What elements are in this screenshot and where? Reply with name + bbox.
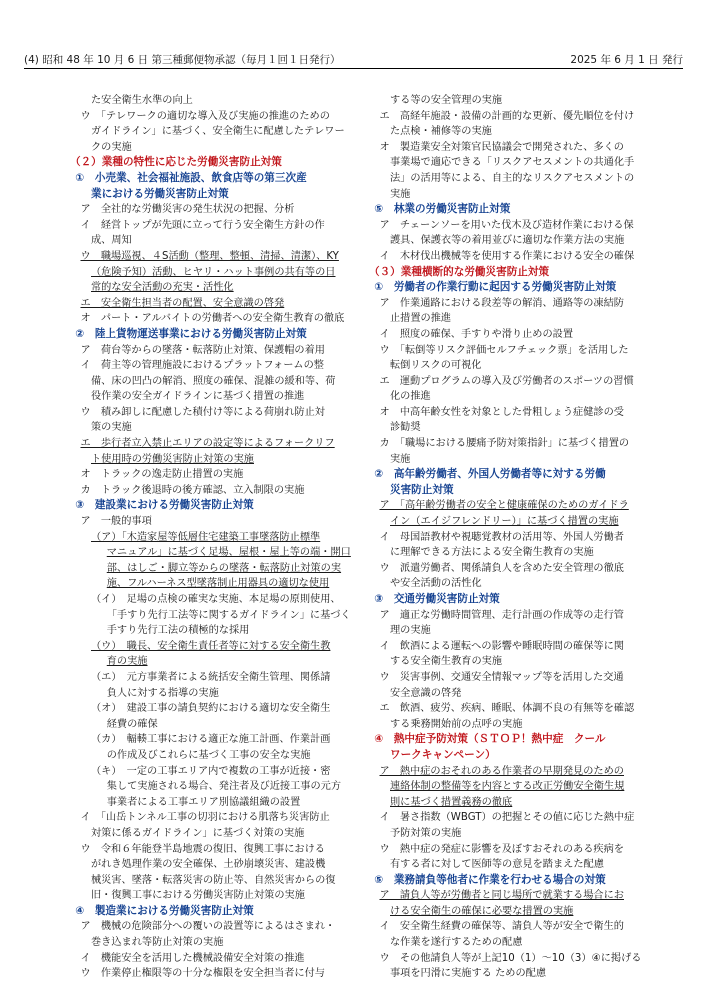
subsection-heading: 災害防止対策	[390, 483, 454, 496]
text-line: カ 「職場における腰痛予防対策指針」に基づく措置の	[379, 438, 630, 450]
text-line: 施、フルハーネス型墜落制止用器具の適切な使用	[106, 578, 330, 590]
text-line: マニュアル」に基づく足場、屋根・屋上等の端・開口	[106, 547, 351, 559]
text-line: ウ 派遣労働者、関係請負人を含めた安全管理の徹底	[379, 562, 624, 574]
text-line: ウ 令和６年能登半島地震の復旧、復興工事における	[80, 843, 325, 855]
text-line: 予防対策の実施	[390, 827, 462, 839]
text-line: イ 母国語教材や視聴覚教材の活用等、外国人労働者	[379, 531, 624, 543]
text-line: イ 「山岳トンネル工事の切羽における肌落ち災害防止	[80, 812, 330, 824]
section-heading: ワークキャンペーン）	[390, 748, 496, 761]
text-line: 対策に係るガイドライン」に基づく対策の実施	[91, 827, 305, 839]
left-column	[70, 93, 354, 982]
text-line: 集して実施される場合、発注者及び近接工事の元方	[106, 781, 342, 793]
right-column	[369, 93, 657, 982]
header-issue-date: 2025 年 6 月 1 日 発行	[570, 54, 683, 66]
text-line: 法」の活用等による、自主的なリスクアセスメントの	[390, 172, 635, 184]
text-line: ウ 熱中症の発症に影響を及ぼすおそれのある疾病を	[379, 843, 624, 855]
text-line: ア 機械の危険部分への覆いの設置等によるはさまれ・	[80, 921, 336, 933]
text-line: クの実施	[91, 141, 132, 153]
text-line: 備、床の凹凸の解消、照度の確保、混雑の緩和等、荷	[91, 375, 336, 387]
text-line: がれき処理作業の安全確保、土砂崩壊災害、建設機	[91, 859, 326, 871]
text-line: の作成及びこれらに基づく工事の安全な実施	[106, 749, 311, 761]
text-line: 実施	[390, 453, 411, 465]
text-line: ウ 積み卸しに配慮した積付け等による荷崩れ防止対	[80, 406, 325, 418]
text-line: （オ） 建設工事の請負契約における適切な安全衛生	[91, 703, 331, 715]
text-line: エ 運動プログラムの導入及び労働者のスポーツの習慣	[379, 375, 634, 387]
text-line: イ 安全衛生経費の確保等、請負人等が安全で衛生的	[379, 921, 624, 933]
text-line: イン（エイジフレンドリー）」に基づく措置の実施	[390, 516, 619, 528]
section-heading: （２）業種の特性に応じた労働災害防止対策	[70, 156, 282, 169]
subsection-heading: ② 高年齢労働者、外国人労働者等に対する労働	[374, 468, 606, 481]
text-line: する乗務開始前の点呼の実施	[390, 718, 523, 730]
text-line: 安全意識の啓発	[390, 687, 462, 699]
subsection-heading: 業における労働災害防止対策	[91, 187, 229, 200]
subsection-heading: ⑤ 業務請負等他者に作業を行わせる場合の対策	[374, 873, 606, 886]
text-line: 実施	[390, 188, 411, 200]
subsection-heading: ② 陸上貨物運送事業における労働災害防止対策	[75, 327, 307, 340]
text-line: ウ 災害事例、交通安全情報マップ等を活用した交通	[379, 671, 624, 683]
text-line: 械災害、墜落・転落災害の防止等、自然災害からの復	[91, 874, 336, 886]
text-line: ガイドライン」に基づく、安全衛生に配慮したテレワー	[91, 126, 345, 138]
text-line: ウ 「転倒等リスク評価セルフチェック票」を活用した	[379, 344, 629, 356]
text-line: カ トラック後退時の後方確認、立入制限の実施	[80, 484, 305, 496]
text-line: ウ その他請負人等が上記10（1）〜10（3）④に掲げる	[379, 952, 642, 964]
text-line: た点検・補修等の実施	[390, 126, 492, 138]
text-line: （危険予知）活動、ヒヤリ・ハット事例の共有等の日	[91, 266, 336, 278]
text-line: 経費の確保	[106, 718, 158, 730]
text-line: イ 木材伐出機械等を使用する作業における安全の確保	[379, 250, 635, 262]
text-line: ア チェーンソーを用いた伐木及び造材作業における保	[379, 219, 634, 231]
subsection-heading: ④ 製造業における労働災害防止対策	[75, 904, 254, 917]
text-line: 常的な安全活動の充実・活性化	[91, 282, 234, 294]
subsection-heading: ③ 交通労働災害防止対策	[374, 593, 500, 605]
text-line: ける安全衛生の確保に必要な措置の実施	[390, 905, 574, 917]
text-line: ア 熱中症のおそれのある作業者の早期発見のための	[379, 765, 624, 777]
text-line: ア 適正な労働時間管理、走行計画の作成等の走行管	[379, 609, 624, 621]
text-line: ト使用時の労働災害防止対策の実施	[91, 453, 254, 465]
text-line: 理の実施	[390, 625, 431, 637]
text-line: ア 作業通路における段差等の解消、通路等の凍結防	[379, 297, 624, 309]
text-line: （ア）「木造家屋等低層住宅建築工事墜落防止標準	[91, 531, 321, 543]
text-line: 護具、保護衣等の着用並びに適切な作業方法の実施	[390, 235, 625, 247]
text-line: ア 荷台等からの墜落・転落防止対策、保護帽の着用	[80, 344, 325, 356]
text-line: ウ 「テレワークの適切な導入及び実施の推進のための	[80, 110, 330, 122]
text-line: 旧・復興工事における労働災害防止対策の実施	[91, 890, 305, 902]
text-line: や安全活動の活性化	[390, 578, 482, 590]
text-line: た安全衛生水準の向上	[91, 95, 193, 106]
text-line: 事項を円滑に実施する ための配慮	[390, 968, 547, 980]
text-line: （キ） 一定の工事エリア内で複数の工事が近接・密	[91, 765, 331, 777]
text-line: ウ 職場巡視、４S活動（整理、整頓、清掃、清潔）、KY	[80, 250, 339, 262]
text-line: イ 飲酒による運転への影響や睡眠時間の確保等に関	[379, 640, 624, 652]
text-line: 手すり先行工法の積極的な採用	[106, 625, 250, 637]
text-line: エ 高経年施設・設備の計画的な更新、優先順位を付け	[379, 110, 635, 122]
text-line: イ 暑さ指数（WBGT）の把握とその値に応じた熱中症	[379, 812, 635, 824]
header-publication-info: (4) 昭和 48 年 10 月 6 日 第三種郵便物承認（毎月１回１日発行）	[24, 54, 341, 66]
text-line: （ウ） 職長、安全衛生責任者等に対する安全衛生教	[91, 640, 331, 652]
text-line: イ 荷主等の管理施設におけるプラットフォームの整	[80, 360, 324, 372]
text-line: 事業場で適応できる「リスクアセスメントの共通化手	[390, 157, 635, 169]
section-heading: （３）業種横断的な労働災害防止対策	[369, 265, 550, 278]
text-line: オ 中高年齢女性を対象とした骨粗しょう症健診の受	[379, 406, 624, 418]
text-line: 役作業の安全ガイドラインに基づく措置の推進	[91, 391, 305, 403]
text-line: 策の実施	[91, 422, 132, 434]
text-line: ア 一般的事項	[80, 516, 152, 528]
text-line: 止措置の推進	[390, 313, 452, 325]
text-line: イ 照度の確保、手すりや滑り止めの設置	[379, 328, 574, 340]
text-line: エ 安全衛生担当者の配置、安全意識の啓発	[80, 297, 285, 309]
text-line: 成、周知	[91, 235, 132, 247]
subsection-heading: ③ 建設業における労働災害防止対策	[75, 499, 254, 512]
text-line: エ 歩行者立入禁止エリアの設定等によるフォークリフ	[80, 438, 335, 450]
text-line: 則に基づく措置義務の徹底	[390, 796, 513, 808]
text-line: する安全衛生教育の実施	[390, 656, 503, 668]
text-line: オ 製造業安全対策官民協議会で開発された、多くの	[379, 141, 624, 153]
text-line: 事業者による工事エリア別協議組織の設置	[106, 796, 301, 808]
text-line: イ 経営トップが先頭に立って行う安全衛生方針の作	[80, 219, 325, 231]
text-line: オ トラックの逸走防止措置の実施	[80, 469, 244, 481]
text-line: ア 「高年齢労働者の安全と健康確保のためのガイドラ	[379, 500, 629, 512]
text-line: 部、はしご・脚立等からの墜落・転落防止対策の実	[106, 562, 342, 574]
text-line: 診勧奨	[390, 422, 421, 434]
text-line: オ パート・アルバイトの労働者への安全衛生教育の徹底	[80, 313, 345, 325]
text-line: （カ） 輻輳工事における適正な施工計画、作業計画	[91, 734, 331, 746]
page-header	[24, 52, 683, 69]
text-line: に理解できる方法による安全衛生教育の実施	[390, 547, 594, 559]
section-heading: ④ 熱中症予防対策（ＳＴＯＰ！熱中症 クール	[374, 733, 606, 746]
text-line: 化の推進	[390, 391, 431, 403]
text-line: イ 機能安全を活用した機械設備安全対策の推進	[80, 952, 305, 964]
text-line: 転倒リスクの可視化	[390, 360, 482, 372]
subsection-heading: ① 労働者の作業行動に起因する労働災害防止対策	[374, 281, 617, 294]
text-line: ア 全社的な労働災害の発生状況の把握、分析	[80, 204, 295, 216]
text-line: 「手すり先行工法等に関するガイドライン」に基づく	[106, 609, 351, 621]
text-line: な作業を遂行するための配慮	[390, 937, 523, 949]
text-line: 負人に対する指導の実施	[106, 687, 219, 699]
text-line: （エ） 元方事業者による統括安全衛生管理、関係請	[91, 671, 331, 683]
text-line: 育の実施	[106, 656, 148, 668]
text-line: する等の安全管理の実施	[390, 95, 503, 106]
subsection-heading: ⑤ 林業の労働災害防止対策	[374, 203, 511, 216]
text-line: 連絡体制の整備等を内容とする改正労働安全衛生規	[390, 781, 625, 793]
text-line: エ 飲酒、疲労、疾病、睡眠、体調不良の有無等を確認	[379, 703, 635, 715]
subsection-heading: ① 小売業、社会福祉施設、飲食店等の第三次産	[75, 171, 307, 184]
text-line: ア 請負人等が労働者と同じ場所で就業する場合にお	[379, 890, 624, 902]
text-line: （イ） 足場の点検の確実な実施、本足場の原則使用、	[91, 594, 341, 605]
text-line: ウ 作業停止権限等の十分な権限を安全担当者に付与	[80, 968, 325, 980]
text-line: 巻き込まれ等防止対策の実施	[91, 937, 224, 949]
text-line: 有する者に対して医師等の意見を踏まえた配慮	[390, 859, 604, 871]
